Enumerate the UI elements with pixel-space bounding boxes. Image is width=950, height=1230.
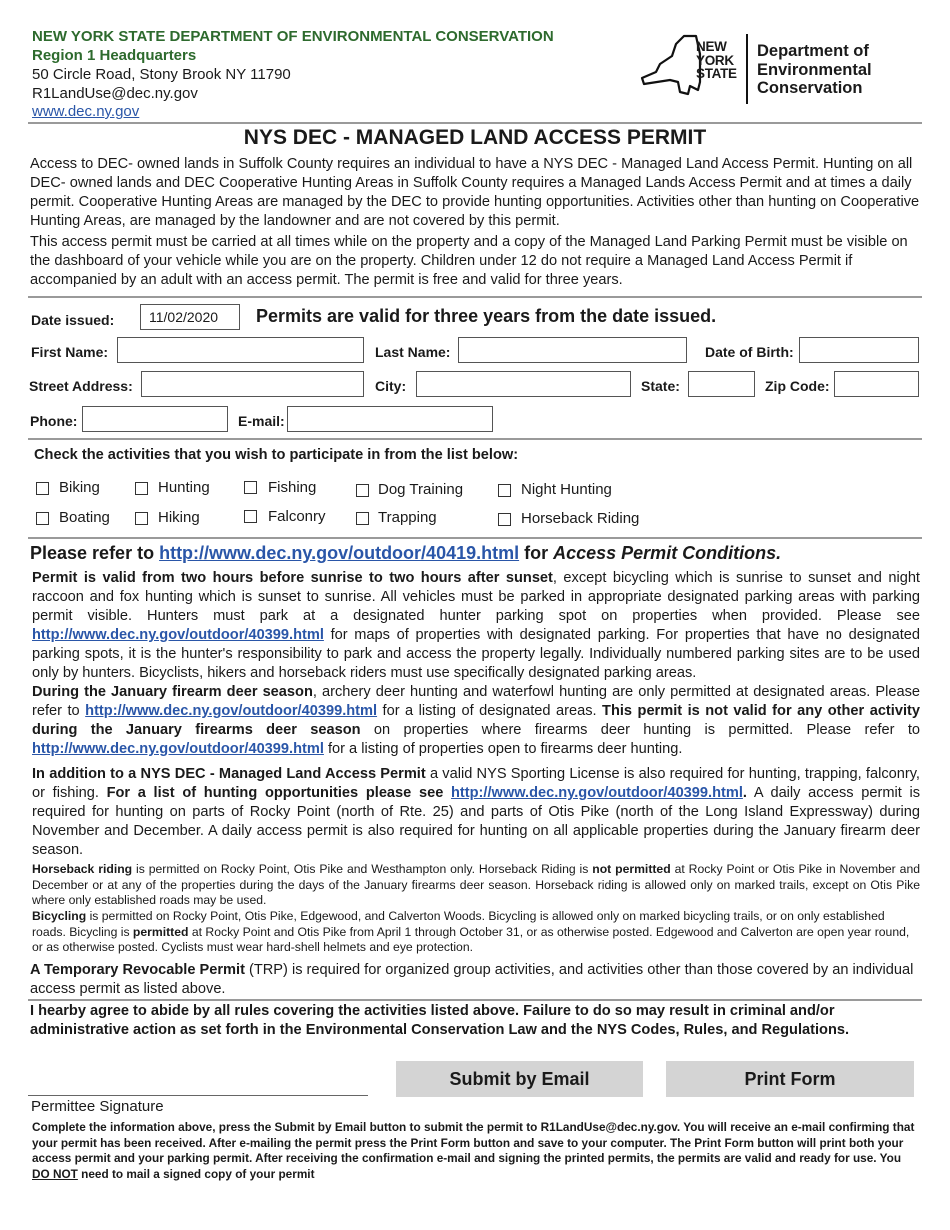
hiking-label: Hiking xyxy=(158,509,200,526)
submission-instructions: Complete the information above, press the Submit by Email button to submit the permit to R1LandUse@dec.ny.gov. You will receive an e-mail confirming that your permit has been received. After e-mailing the permit press the Print Form button and save to your computer. The Print Form button will print both your access permit and your parking permit. After receiving the confirmation e-mail and signing the printed permits, the permits are valid and ready for use. You DO NOT need to mail a signed copy of your permit xyxy=(32,1120,915,1181)
website-link[interactable]: www.dec.ny.gov xyxy=(32,103,140,120)
city-label: City: xyxy=(375,378,407,394)
print-form-button[interactable]: Print Form xyxy=(666,1061,914,1097)
boating-checkbox[interactable] xyxy=(36,512,49,525)
last-name-field[interactable] xyxy=(458,337,687,363)
dog-training-label: Dog Training xyxy=(378,481,464,498)
falconry-checkbox[interactable] xyxy=(244,510,257,523)
submit-by-email-button[interactable]: Submit by Email xyxy=(396,1061,643,1097)
state-field[interactable] xyxy=(688,371,755,397)
horseback-riding-checkbox[interactable] xyxy=(498,513,511,526)
rules-license-paragraph: In addition to a NYS DEC - Managed Land Access Permit a valid NYS Sporting License is also required for hunting, trapping, falconry, or fishing. For a list of hunting opportunities please see http://www.dec.ny.gov/outdoor/40399.html. A daily access permit is required for hunting on parts of Rocky Point (north of Rte. 25) and parts of Otis Pike (north of the Long Island Expressway) during November and December. A daily access permit is also required for hunting on all applicable properties during the January firearm deer season. xyxy=(32,766,921,858)
intro-paragraph-1: Access to DEC- owned lands in Suffolk County requires an individual to have a NYS DEC - Managed Land Access Permit. Hunting on all DEC- owned lands and DEC Cooperative Hunting Areas in Suffolk County requires a Managed Lands Access Permit and at times a daily permit. Cooperative Hunting Areas are managed by the DEC to provide hunting opportunities. Activities other than hunting on Cooperative Hunting Areas, are managed by the landowner and are not covered by this permit. xyxy=(30,156,920,229)
biking-checkbox[interactable] xyxy=(36,482,49,495)
fishing-checkbox[interactable] xyxy=(244,481,257,494)
street-address-field[interactable] xyxy=(141,371,364,397)
hiking-checkbox[interactable] xyxy=(135,512,148,525)
bicycling-rules: Bicycling is permitted on Rocky Point, Otis Pike, Edgewood, and Calverton Woods. Bicycling is allowed only on marked bicycling trails, or on only established roads. Bicycling is permitted at Rocky Point and Otis Pike from April 1 through October 31, or as otherwise posted. Edgewood and Calverton are open year round, or as otherwise posted. Cyclists must wear hard-shell helmets and eye protection. xyxy=(32,909,910,954)
horseback-riding-rules: Horseback riding is permitted on Rocky Point, Otis Pike and Westhampton only. Horseback Riding is not permitted at Rocky Point or Otis Pike in November and December or at any of the properties during the days of the January firearms deer season. Horseback riding is allowed only on marked trails, except on Otis Pike where only established roads may be used. xyxy=(32,862,920,907)
parking-maps-link[interactable]: http://www.dec.ny.gov/outdoor/40399.html xyxy=(32,627,324,643)
agreement-statement: I hearby agree to abide by all rules covering the activities listed above. Failure to do so may result in criminal and/or administrative action as set forth in the Environmental Conservation Law and the NYS Codes, Rules, and Regulations. xyxy=(30,1003,850,1038)
hunting-label: Hunting xyxy=(158,479,210,496)
conditions-heading: Please refer to http://www.dec.ny.gov/outdoor/40419.html for Access Permit Conditions. xyxy=(30,543,782,563)
conditions-link[interactable]: http://www.dec.ny.gov/outdoor/40419.html xyxy=(159,543,520,563)
office-address: 50 Circle Road, Stony Brook NY 11790 xyxy=(32,66,291,83)
dog-training-checkbox[interactable] xyxy=(356,484,369,497)
region-name: Region 1 Headquarters xyxy=(32,47,197,64)
rules-hours-paragraph: Permit is valid from two hours before sunrise to two hours after sunset, except bicycling which is sunrise to sunset and night raccoon and fox hunting which is sunset to sunrise. All vehicles must be parked in appropriate designated parking areas with parking permit visible. Hunters must park at a designated hunter parking spot on properties when provided. Please see http://www.dec.ny.gov/outdoor/40399.html for maps of properties with designated parking. For properties that have no designated parking spots, it is the hunter's responsibility to park and access the property legally. Individually numbered parking sites are to be used only by hunters. Bicyclists, hikers and horseback riders must use specifically designated parking areas. xyxy=(32,570,920,681)
designated-areas-link[interactable]: http://www.dec.ny.gov/outdoor/40399.html xyxy=(85,703,378,719)
intro-paragraph-2: This access permit must be carried at all times while on the property and a copy of the Managed Land Parking Permit must be visible on the dashboard of your vehicle while you are on the property. Children under 12 do not require a Managed Land Access Permit if accompanied by an adult with an access permit. The permit is free and valid for three years. xyxy=(30,234,908,288)
last-name-label: Last Name: xyxy=(375,344,451,360)
signature-line[interactable] xyxy=(28,1095,368,1096)
nys-dec-logo xyxy=(640,34,880,106)
hunting-opportunities-link[interactable]: http://www.dec.ny.gov/outdoor/40399.html xyxy=(451,785,743,801)
email-label: E-mail: xyxy=(238,413,285,429)
date-issued-field[interactable]: 11/02/2020 xyxy=(140,304,240,330)
form-top-divider xyxy=(28,296,922,298)
rules-deer-season-paragraph: During the January firearm deer season, archery deer hunting and waterfowl hunting are only permitted at designated areas. Please refer to http://www.dec.ny.gov/outdoor/40399.html for a listing of designated areas. This permit is not valid for any other activity during the January firearms deer season on properties where firearms deer hunting is permitted. Please refer to http://www.dec.ny.gov/outdoor/40399.html for a listing of properties open to firearms deer hunting. xyxy=(32,684,920,757)
trapping-checkbox[interactable] xyxy=(356,512,369,525)
signature-label: Permittee Signature xyxy=(31,1098,164,1115)
header-divider xyxy=(28,122,922,124)
first-name-label: First Name: xyxy=(31,344,109,360)
falconry-label: Falconry xyxy=(268,508,326,525)
trp-paragraph: A Temporary Revocable Permit (TRP) is required for organized group activities, and activities other than those covered by an individual access permit as listed above. xyxy=(30,962,914,997)
street-address-label: Street Address: xyxy=(29,378,133,394)
office-email: R1LandUse@dec.ny.gov xyxy=(32,85,198,102)
biking-label: Biking xyxy=(59,479,100,496)
phone-label: Phone: xyxy=(30,413,78,429)
boating-label: Boating xyxy=(59,509,110,526)
dob-label: Date of Birth: xyxy=(705,344,794,360)
zip-code-field[interactable] xyxy=(834,371,919,397)
night-hunting-checkbox[interactable] xyxy=(498,484,511,497)
state-label: State: xyxy=(641,378,680,394)
activities-divider xyxy=(28,438,922,440)
zip-code-label: Zip Code: xyxy=(765,378,830,394)
horseback-riding-label: Horseback Riding xyxy=(521,510,640,527)
page-title: NYS DEC - MANAGED LAND ACCESS PERMIT xyxy=(243,126,707,149)
activities-prompt: Check the activities that you wish to participate in from the list below: xyxy=(34,447,519,463)
email-field[interactable] xyxy=(287,406,493,432)
date-issued-label: Date issued: xyxy=(31,312,115,328)
logo-divider xyxy=(746,34,748,104)
ny-state-outline-icon xyxy=(640,34,702,96)
agreement-divider xyxy=(28,999,922,1001)
first-name-field[interactable] xyxy=(117,337,364,363)
agency-name: NEW YORK STATE DEPARTMENT OF ENVIRONMENTAL CONSERVATION xyxy=(32,28,554,45)
city-field[interactable] xyxy=(416,371,631,397)
night-hunting-label: Night Hunting xyxy=(521,481,612,498)
conditions-divider xyxy=(28,537,922,539)
dob-field[interactable] xyxy=(799,337,919,363)
phone-field[interactable] xyxy=(82,406,228,432)
fishing-label: Fishing xyxy=(268,479,317,496)
validity-note: Permits are valid for three years from the date issued. xyxy=(256,306,717,326)
trapping-label: Trapping xyxy=(378,509,437,526)
hunting-checkbox[interactable] xyxy=(135,482,148,495)
firearms-properties-link[interactable]: http://www.dec.ny.gov/outdoor/40399.html xyxy=(32,741,324,757)
logo-dept-text: Department of Environmental Conservation xyxy=(757,42,872,97)
logo-state-text: NEW YORK STATE xyxy=(696,39,737,81)
